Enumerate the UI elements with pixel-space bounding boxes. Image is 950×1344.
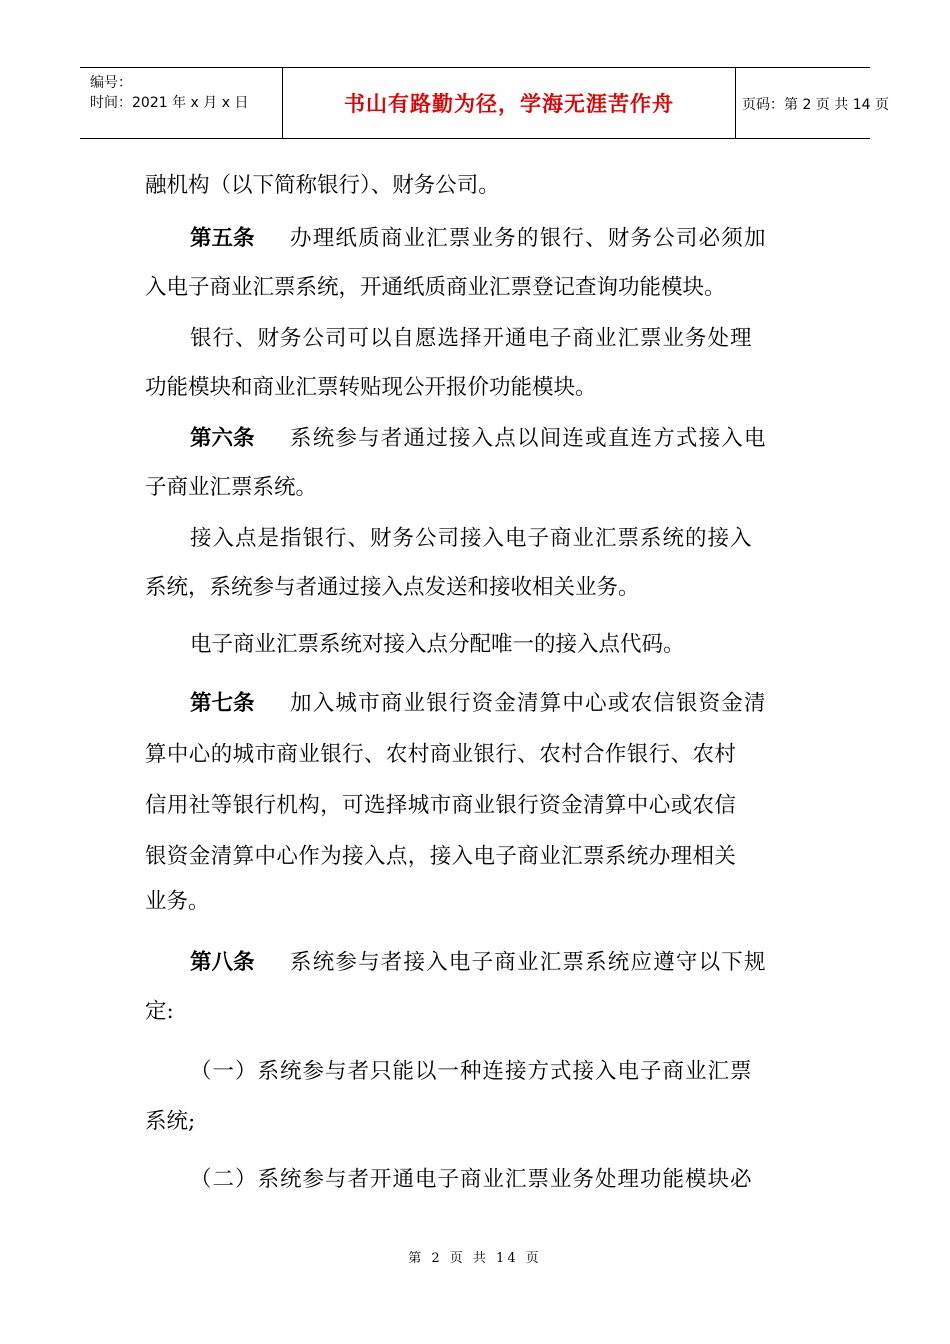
list-item-text: （二）系统参与者开通电子商业汇票业务处理功能模块必: [190, 1167, 753, 1192]
paragraph-text: 定:: [145, 999, 174, 1024]
article-five-text: 办理纸质商业汇票业务的银行、财务公司必须加: [290, 226, 767, 251]
article-five-title: 第五条: [190, 226, 255, 251]
article-six-text: 系统参与者通过接入点以间连或直连方式接入电: [290, 426, 767, 451]
header-left-cell: [80, 68, 283, 138]
list-item-text: （一）系统参与者只能以一种连接方式接入电子商业汇票: [190, 1059, 753, 1084]
paragraph-text: 银资金清算中心作为接入点，接入电子商业汇票系统办理相关: [145, 844, 737, 869]
header-right-cell: [736, 68, 889, 138]
document-time-label: 时间：2021 年 x 月 x 日: [90, 95, 249, 111]
page-footer: 第 2 页 共 14 页: [408, 1251, 542, 1266]
paragraph-text: 系统;: [145, 1109, 196, 1134]
paragraph-text: 融机构（以下简称银行）、财务公司。: [145, 173, 500, 198]
article-seven-title: 第七条: [190, 691, 255, 716]
header-motto: 书山有路勤为径，学海无涯苦作舟: [344, 92, 674, 116]
article-seven-text: 加入城市商业银行资金清算中心或农信银资金清: [290, 691, 767, 716]
article-eight-text: 系统参与者接入电子商业汇票系统应遵守以下规: [290, 950, 767, 975]
paragraph-text: 业务。: [145, 889, 210, 914]
header-motto-cell: [283, 68, 736, 138]
paragraph-text: 系统，系统参与者通过接入点发送和接收相关业务。: [145, 575, 640, 600]
header-page-label: 页码：第 2 页 共 14 页: [742, 97, 889, 113]
page-header: [80, 67, 889, 139]
document-number-label: 编号：: [90, 75, 132, 91]
paragraph-text: 电子商业汇票系统对接入点分配唯一的接入点代码。: [190, 632, 685, 657]
paragraph-text: 算中心的城市商业银行、农村商业银行、农村合作银行、农村: [145, 742, 737, 767]
paragraph-text: 功能模块和商业汇票转贴现公开报价功能模块。: [145, 375, 597, 400]
paragraph-text: 子商业汇票系统。: [145, 475, 318, 500]
paragraph-text: 接入点是指银行、财务公司接入电子商业汇票系统的接入: [190, 526, 753, 551]
paragraph-text: 信用社等银行机构，可选择城市商业银行资金清算中心或农信: [145, 793, 737, 818]
article-eight-title: 第八条: [190, 950, 255, 975]
paragraph-text: 入电子商业汇票系统，开通纸质商业汇票登记查询功能模块。: [145, 275, 726, 300]
article-six-title: 第六条: [190, 426, 255, 451]
paragraph-text: 银行、财务公司可以自愿选择开通电子商业汇票业务处理: [190, 326, 753, 351]
